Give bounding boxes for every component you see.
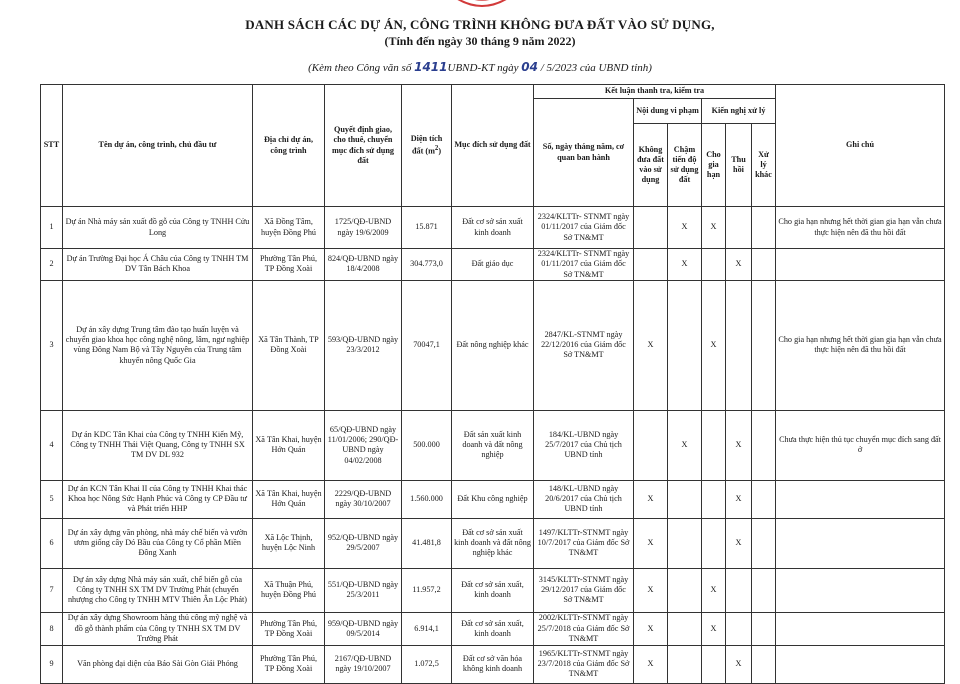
cell-area: 70047,1 xyxy=(402,280,452,410)
cell-purpose: Đất cơ sở sản xuất, kinh doanh xyxy=(452,612,534,645)
cell-delay xyxy=(668,645,702,683)
header-address: Địa chỉ dự án, công trình xyxy=(253,85,325,207)
cell-revoke: X xyxy=(726,645,752,683)
cell-delay xyxy=(668,518,702,568)
reference-middle: UBND-KT ngày xyxy=(447,62,519,74)
cell-delay xyxy=(668,480,702,518)
header-area: Diện tích đất $(m^2)$ xyxy=(402,85,452,207)
cell-extend: X xyxy=(702,612,726,645)
cell-note: Cho gia hạn nhưng hết thời gian gia hạn vẫn chưa thực hiện nên đã thu hồi đất xyxy=(776,280,945,410)
cell-area: 500.000 xyxy=(402,410,452,480)
cell-revoke xyxy=(726,612,752,645)
cell-note xyxy=(776,645,945,683)
cell-not-use: X xyxy=(634,280,668,410)
cell-purpose: Đất cơ sở sản xuất, kinh doanh xyxy=(452,568,534,612)
cell-extend xyxy=(702,410,726,480)
header-extend: Cho gia hạn xyxy=(702,124,726,207)
cell-area: 11.957,2 xyxy=(402,568,452,612)
header-stt: STT xyxy=(41,85,63,207)
cell-area: 15.871 xyxy=(402,207,452,249)
header-note: Ghi chú xyxy=(776,85,945,207)
cell-address: Phường Tân Phú, TP Đồng Xoài xyxy=(253,249,325,281)
cell-note xyxy=(776,518,945,568)
header-purpose: Mục đích sử dụng đất xyxy=(452,85,534,207)
cell-note xyxy=(776,480,945,518)
cell-delay: X xyxy=(668,410,702,480)
cell-delay: X xyxy=(668,207,702,249)
cell-extend: X xyxy=(702,207,726,249)
cell-stt: 6 xyxy=(41,518,63,568)
cell-address: Xã Thuận Phú, huyện Đồng Phú xyxy=(253,568,325,612)
cell-decision: 2229/QĐ-UBND ngày 30/10/2007 xyxy=(325,480,402,518)
cell-note xyxy=(776,249,945,281)
cell-purpose: Đất Khu công nghiệp xyxy=(452,480,534,518)
cell-not-use: X xyxy=(634,568,668,612)
cell-doc: 2002/KLTTr-STNMT ngày 25/7/2018 của Giám đốc Sở TN&MT xyxy=(534,612,634,645)
cell-note xyxy=(776,568,945,612)
cell-area: 1.072,5 xyxy=(402,645,452,683)
header-name: Tên dự án, công trình, chủ đầu tư xyxy=(63,85,253,207)
cell-area: 304.773,0 xyxy=(402,249,452,281)
reference-day-handwritten: 04 xyxy=(521,60,538,74)
reference-date-tail: / 5/2023 của UBND tỉnh) xyxy=(540,62,652,74)
table-row xyxy=(41,207,945,249)
header-doc: Số, ngày tháng năm, cơ quan ban hành xyxy=(534,99,634,207)
document-title: DANH SÁCH CÁC DỰ ÁN, CÔNG TRÌNH KHÔNG ĐƯA ĐẤT VÀO SỬ DỤNG, xyxy=(245,17,715,32)
cell-stt: 1 xyxy=(41,207,63,249)
cell-extend xyxy=(702,645,726,683)
cell-extend xyxy=(702,249,726,281)
header-delay: Chậm tiến độ sử dụng đất xyxy=(668,124,702,207)
header-handling: Kiến nghị xử lý xyxy=(702,99,776,124)
cell-other xyxy=(752,568,776,612)
cell-delay: X xyxy=(668,249,702,281)
cell-not-use xyxy=(634,207,668,249)
cell-purpose: Đất sản xuất kinh doanh và đất nông nghiệp xyxy=(452,410,534,480)
cell-not-use: X xyxy=(634,612,668,645)
cell-other xyxy=(752,480,776,518)
cell-decision: 824/QĐ-UBND ngày 18/4/2008 xyxy=(325,249,402,281)
cell-name: Dự án KDC Tân Khai của Công ty TNHH Kiến Mỹ, Công ty TNHH Thái Việt Quang, Công ty TNHH SX TM DV DL 932 xyxy=(63,410,253,480)
cell-delay xyxy=(668,612,702,645)
cell-stt: 5 xyxy=(41,480,63,518)
cell-note: Cho gia hạn nhưng hết thời gian gia hạn vẫn chưa thực hiện nên đã thu hồi đất xyxy=(776,207,945,249)
cell-stt: 3 xyxy=(41,280,63,410)
cell-extend: X xyxy=(702,280,726,410)
cell-other xyxy=(752,645,776,683)
cell-revoke xyxy=(726,207,752,249)
cell-stt: 9 xyxy=(41,645,63,683)
cell-decision: 551/QĐ-UBND ngày 25/3/2011 xyxy=(325,568,402,612)
cell-not-use: X xyxy=(634,518,668,568)
cell-decision: 952/QĐ-UBND ngày 29/5/2007 xyxy=(325,518,402,568)
red-seal-stamp-edge xyxy=(437,0,527,12)
cell-extend: X xyxy=(702,568,726,612)
cell-not-use: X xyxy=(634,480,668,518)
cell-revoke: X xyxy=(726,249,752,281)
cell-delay xyxy=(668,568,702,612)
cell-doc: 1965/KLTTr-STNMT ngày 23/7/2018 của Giám đốc Sở TN&MT xyxy=(534,645,634,683)
cell-purpose: Đất cơ sở sản xuất kinh doanh xyxy=(452,207,534,249)
cell-purpose: Đất giáo dục xyxy=(452,249,534,281)
cell-revoke: X xyxy=(726,518,752,568)
cell-doc: 3145/KLTTr-STNMT ngày 29/12/2017 của Giám đốc Sở TN&MT xyxy=(534,568,634,612)
cell-name: Dự án xây dựng Trung tâm đào tạo huấn luyện và chuyển giao khoa học công nghệ nông, lâm, ngư nghiệp vùng Đông Nam Bộ và Tây Nguyên của Trung tâm khuyến nông Quốc Gia xyxy=(63,280,253,410)
header-revoke: Thu hồi xyxy=(726,124,752,207)
cell-revoke xyxy=(726,280,752,410)
cell-doc: 2324/KLTTr- STNMT ngày 01/11/2017 của Giám đốc Sở TN&MT xyxy=(534,207,634,249)
cell-other xyxy=(752,249,776,281)
cell-name: Dự án Trường Đại học Á Châu của Công ty TNHH TM DV Tân Bách Khoa xyxy=(63,249,253,281)
cell-other xyxy=(752,280,776,410)
cell-area: 6.914,1 xyxy=(402,612,452,645)
cell-name: Dự án Nhà máy sản xuất đồ gỗ của Công ty TNHH Cửu Long xyxy=(63,207,253,249)
document-subtitle: (Tính đến ngày 30 tháng 9 năm 2022) xyxy=(384,34,576,48)
table-row xyxy=(41,518,945,568)
cell-doc: 2324/KLTTr- STNMT ngày 01/11/2017 của Giám đốc Sở TN&MT xyxy=(534,249,634,281)
cell-area: 41.481,8 xyxy=(402,518,452,568)
cell-revoke: X xyxy=(726,410,752,480)
cell-other xyxy=(752,612,776,645)
cell-extend xyxy=(702,480,726,518)
table-row xyxy=(41,645,945,683)
cell-purpose: Đất cơ sở văn hóa không kinh doanh xyxy=(452,645,534,683)
cell-decision: 2167/QĐ-UBND ngày 19/10/2007 xyxy=(325,645,402,683)
cell-stt: 4 xyxy=(41,410,63,480)
cell-name: Dự án KCN Tân Khai II của Công ty TNHH Khai thác Khoa học Nông Sức Hạnh Phúc và Công ty CP Đầu tư và Phát triển HHP xyxy=(63,480,253,518)
cell-decision: 65/QĐ-UBND ngày 11/01/2006; 290/QĐ-UBND ngày 04/02/2008 xyxy=(325,410,402,480)
cell-area: 1.560.000 xyxy=(402,480,452,518)
header-not-use: Không đưa đất vào sử dụng xyxy=(634,124,668,207)
cell-doc: 184/KL-UBND ngày 25/7/2017 của Chủ tịch UBND tỉnh xyxy=(534,410,634,480)
table-row xyxy=(41,249,945,281)
document-reference xyxy=(0,60,960,74)
cell-name: Dự án xây dựng Showroom hàng thủ công mỹ nghệ và đồ gỗ thành phẩm của Công ty TNHH SX TM DV Trường Phát xyxy=(63,612,253,645)
cell-address: Xã Lộc Thịnh, huyện Lộc Ninh xyxy=(253,518,325,568)
cell-address: Xã Tân Thành, TP Đồng Xoài xyxy=(253,280,325,410)
cell-purpose: Đất nông nghiệp khác xyxy=(452,280,534,410)
cell-address: Xã Tân Khai, huyện Hớn Quản xyxy=(253,410,325,480)
cell-address: Phường Tân Phú, TP Đồng Xoài xyxy=(253,645,325,683)
cell-note xyxy=(776,612,945,645)
reference-number-handwritten: 1411 xyxy=(414,60,448,74)
reference-prefix: (Kèm theo Công văn số xyxy=(308,62,412,74)
cell-address: Xã Đồng Tâm, huyện Đồng Phú xyxy=(253,207,325,249)
table-row xyxy=(41,480,945,518)
cell-doc: 1497/KLTTr-STNMT ngày 10/7/2017 của Giám đốc Sở TN&MT xyxy=(534,518,634,568)
table-row xyxy=(41,410,945,480)
cell-note: Chưa thực hiện thủ tục chuyển mục đích sang đất ở xyxy=(776,410,945,480)
table-row xyxy=(41,612,945,645)
cell-decision: 1725/QĐ-UBND ngày 19/6/2009 xyxy=(325,207,402,249)
table-header xyxy=(41,85,945,207)
cell-stt: 8 xyxy=(41,612,63,645)
cell-address: Phường Tân Phú, TP Đồng Xoài xyxy=(253,612,325,645)
table-row xyxy=(41,280,945,410)
cell-decision: 593/QĐ-UBND ngày 23/3/2012 xyxy=(325,280,402,410)
cell-name: Dự án xây dựng văn phòng, nhà máy chế biến và vườn ươm giống cây Dó Bầu của Công ty Cổ phần Miền Đông Xanh xyxy=(63,518,253,568)
cell-address: Xã Tân Khai, huyện Hớn Quản xyxy=(253,480,325,518)
cell-name: Văn phòng đại diện của Báo Sài Gòn Giải Phóng xyxy=(63,645,253,683)
project-table xyxy=(40,84,945,684)
cell-revoke: X xyxy=(726,480,752,518)
cell-doc: 2847/KL-STNMT ngày 22/12/2016 của Giám đốc Sở TN&MT xyxy=(534,280,634,410)
cell-not-use xyxy=(634,249,668,281)
cell-purpose: Đất cơ sở sản xuất kinh doanh và đất nông nghiệp khác xyxy=(452,518,534,568)
cell-stt: 7 xyxy=(41,568,63,612)
cell-other xyxy=(752,410,776,480)
cell-delay xyxy=(668,280,702,410)
cell-doc: 148/KL-UBND ngày 20/6/2017 của Chủ tịch UBND tỉnh xyxy=(534,480,634,518)
cell-revoke xyxy=(726,568,752,612)
table-body xyxy=(41,207,945,684)
table-row xyxy=(41,568,945,612)
cell-not-use xyxy=(634,410,668,480)
cell-extend xyxy=(702,518,726,568)
header-violation: Nội dung vi phạm xyxy=(634,99,702,124)
cell-stt: 2 xyxy=(41,249,63,281)
header-conclusion: Kết luận thanh tra, kiểm tra xyxy=(534,85,776,99)
cell-name: Dự án xây dựng Nhà máy sản xuất, chế biến gỗ của Công ty TNHH SX TM DV Trường Phát (chuyển nhượng cho Công ty TNHH MTV Thiên Ân Lộc Phát) xyxy=(63,568,253,612)
cell-other xyxy=(752,518,776,568)
cell-not-use: X xyxy=(634,645,668,683)
header-decision: Quyết định giao, cho thuê, chuyển mục đích sử dụng đất xyxy=(325,85,402,207)
header-other: Xử lý khác xyxy=(752,124,776,207)
cell-other xyxy=(752,207,776,249)
cell-decision: 959/QĐ-UBND ngày 09/5/2014 xyxy=(325,612,402,645)
